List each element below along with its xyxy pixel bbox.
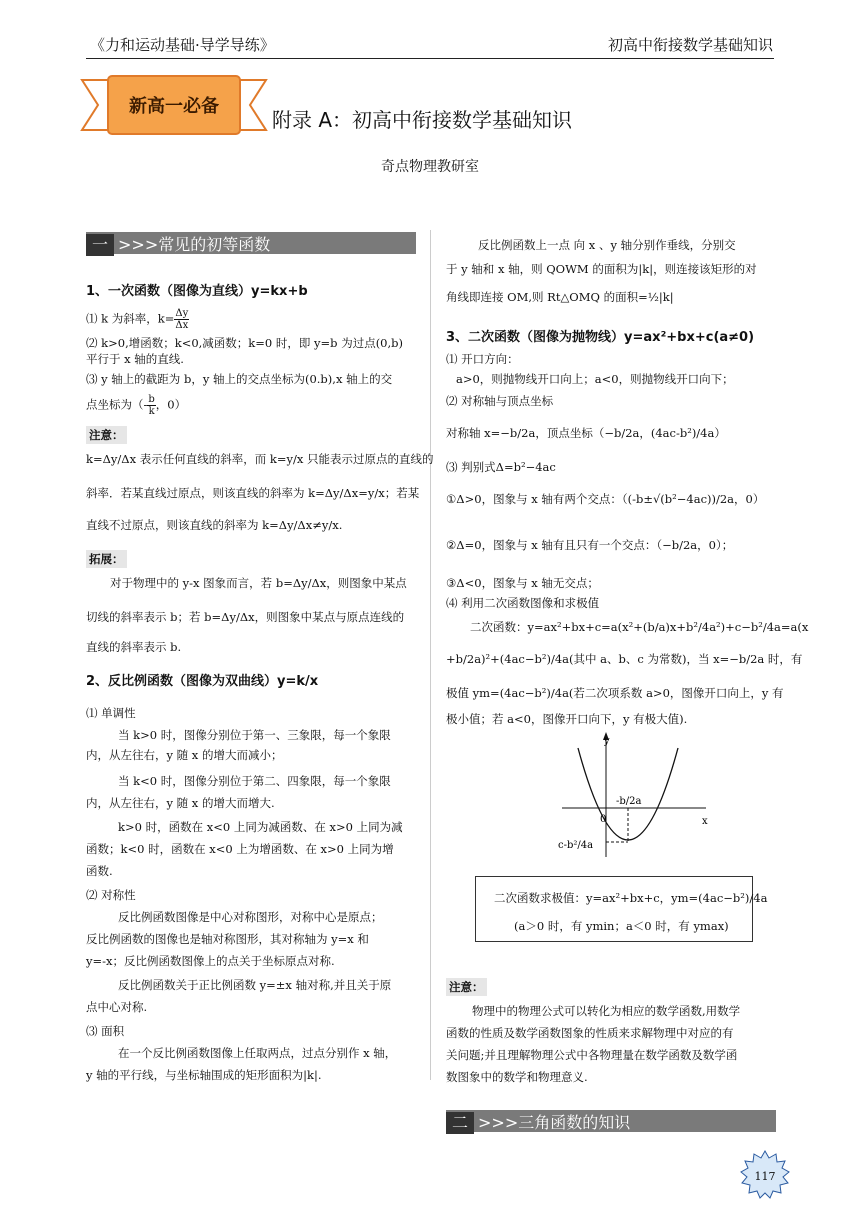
section-arrows: >>> [478, 1113, 519, 1132]
text-line: 角线即连接 OM,则 Rt△OMQ 的面积=½|k| [446, 290, 674, 304]
text-line: ⑵ 对称轴与顶点坐标 [446, 394, 554, 408]
text-line: 物理中的物理公式可以转化为相应的数学函数,用数学 [472, 1004, 741, 1018]
text-line: 内，从左往右，y 随 x 的增大而增大. [86, 796, 275, 810]
header-left: 《力和运动基础·导学导练》 [90, 36, 275, 54]
page-number-badge-icon [740, 1150, 790, 1200]
text-line: y=-x；反比例函数图像上的点关于坐标原点对称. [86, 954, 335, 968]
text-line: ①Δ>0，图象与 x 轴有两个交点：（(-b±√(b²−4ac))/2a，0） [446, 492, 765, 506]
text-line: 反比例函数的图像也是轴对称图形，其对称轴为 y=x 和 [86, 932, 369, 946]
page-title: 附录 A：初高中衔接数学基础知识 [272, 108, 573, 132]
section-number: 一 [86, 234, 114, 256]
section-bar-1 [86, 232, 416, 254]
text-line: 直线的斜率表示 b. [86, 640, 182, 654]
text-line: 函数的性质及数学函数图象的性质来求解物理中对应的有 [446, 1026, 734, 1040]
text-line: 数图象中的数学和物理意义. [446, 1070, 588, 1084]
banner-text: 新高一必备 [129, 96, 219, 117]
section-label: 三角函数的知识 [518, 1113, 631, 1132]
vertex-x-label: -b/2a [616, 796, 642, 807]
text-line: ⑴ 开口方向： [446, 352, 519, 366]
subsection-linear: 1、一次函数（图像为直线）y=kx+b [86, 284, 308, 299]
formula-box [475, 876, 768, 942]
text-line: 平行于 x 轴的直线. [86, 352, 184, 366]
section-label: 常见的初等函数 [158, 235, 271, 254]
text-line: k>0 时，函数在 x<0 上同为减函数、在 x>0 上同为减 [118, 820, 403, 834]
text-line: 当 k>0 时，图像分别位于第一、三象限，每一个象限 [118, 728, 391, 742]
header-divider [86, 58, 774, 59]
text-line: ②Δ=0，图象与 x 轴有且只有一个交点：（−b/2a，0）； [446, 538, 734, 552]
parabola-curve [578, 748, 678, 840]
text-line: ⑶ 判别式Δ=b²−4ac [446, 460, 556, 474]
text-line: 于 y 轴和 x 轴，则 QOWM 的面积为|k|，则连接该矩形的对 [446, 262, 757, 276]
text-line: 点中心对称. [86, 1000, 148, 1014]
text-line: a>0，则抛物线开口向上；a<0，则抛物线开口向下； [456, 372, 734, 386]
text-line: ⑴ k 为斜率，k= $\frac{\Delta y}{\Delta x}$ [86, 308, 189, 331]
text-line: 切线的斜率表示 b；若 b=Δy/Δx，则图象中某点与原点连线的 [86, 610, 405, 624]
subsection-inverse: 2、反比例函数（图像为双曲线）y=k/x [86, 674, 319, 689]
text-line: 内，从左往右，y 随 x 的增大而减小； [86, 748, 283, 762]
note-tag: 注意： [86, 426, 127, 444]
text-line: 反比例函数关于正比例函数 y=±x 轴对称,并且关于原 [118, 978, 392, 992]
text-line: 函数. [86, 864, 113, 878]
text-line: 函数；k<0 时，函数在 x<0 上为增函数、在 x>0 上同为增 [86, 842, 394, 856]
parabola-graph [556, 732, 726, 862]
text-line: 对于物理中的 y-x 图象而言，若 b=Δy/Δx，则图象中某点 [110, 576, 407, 590]
text-line: k=Δy/Δx 表示任何直线的斜率，而 k=y/x 只能表示过原点的直线的 [86, 452, 434, 466]
text-line: ⑵ k>0,增函数；k<0,减函数；k=0 时，即 y=b 为过点(0,b) [86, 336, 403, 350]
header-right: 初高中衔接数学基础知识 [607, 36, 773, 54]
text-line: 二次函数：y=ax²+bx+c=a(x²+(b/a)x+b²/4a²)+c−b²/4a=a(x [470, 620, 809, 634]
text-line: ⑶ 面积 [86, 1024, 125, 1038]
text-line: 在一个反比例函数图像上任取两点，过点分别作 x 轴， [118, 1046, 397, 1060]
section-number: 二 [446, 1112, 474, 1134]
page-number: 117 [754, 1170, 776, 1183]
text-line: 关问题;并且理解物理公式中各物理量在数学函数及数学函 [446, 1048, 738, 1062]
box-line-2: (a＞0 时，有 ymin；a＜0 时，有 ymax) [514, 919, 729, 933]
text-line: ③Δ<0，图象与 x 轴无交点； [446, 576, 599, 590]
vertex-y-label: c-b²/4a [558, 840, 594, 851]
banner-ribbon-icon [80, 74, 268, 136]
note-tag: 注意： [446, 978, 487, 996]
text-line: 直线不过原点，则该直线的斜率为 k=Δy/Δx≠y/x. [86, 518, 343, 532]
text-line: 极小值；若 a<0，图像开口向下，y 有极大值). [446, 712, 688, 726]
box-line-1: 二次函数求极值：y=ax²+bx+c，ym=(4ac−b²)/4a [494, 891, 768, 905]
text-line: 对称轴 x=−b/2a，顶点坐标（−b/2a，(4ac-b²)/4a） [446, 426, 726, 440]
text-line: y 轴的平行线，与坐标轴围成的矩形面积为|k|. [86, 1068, 322, 1082]
author: 奇点物理教研室 [381, 159, 479, 175]
text-line: ⑵ 对称性 [86, 888, 136, 902]
origin-label: 0 [600, 814, 607, 825]
text-line: 点坐标为（- $\frac{b}{k}$ ，0） [86, 394, 187, 417]
text-line: 当 k<0 时，图像分别位于第二、四象限，每一个象限 [118, 774, 391, 788]
text-line: ⑷ 利用二次函数图像和求极值 [446, 596, 600, 610]
subsection-quadratic: 3、二次函数（图像为抛物线）y=ax²+bx+c(a≠0) [446, 330, 755, 345]
extension-tag: 拓展： [86, 550, 127, 568]
text-line: 极值 ym=(4ac−b²)/4a(若二次项系数 a>0，图像开口向上，y 有 [446, 686, 784, 700]
section-bar-2 [446, 1110, 776, 1132]
text-line: 反比例函数上一点 向 x 、y 轴分别作垂线，分别交 [478, 238, 736, 252]
section-arrows: >>> [118, 235, 159, 254]
column-divider [430, 230, 431, 1080]
x-axis-label: x [702, 816, 708, 827]
text-line: 斜率．若某直线过原点，则该直线的斜率为 k=Δy/Δx=y/x；若某 [86, 486, 420, 500]
text-line: +b/2a)²+(4ac−b²)/4a(其中 a、b、c 为常数)，当 x=−b/2a 时，有 [446, 652, 803, 666]
text-line: ⑶ y 轴上的截距为 b，y 轴上的交点坐标为(0.b),x 轴上的交 [86, 372, 393, 386]
text-line: 反比例函数图像是中心对称图形，对称中心是原点； [118, 910, 383, 924]
y-axis-label: y [604, 736, 610, 747]
text-line: ⑴ 单调性 [86, 706, 136, 720]
